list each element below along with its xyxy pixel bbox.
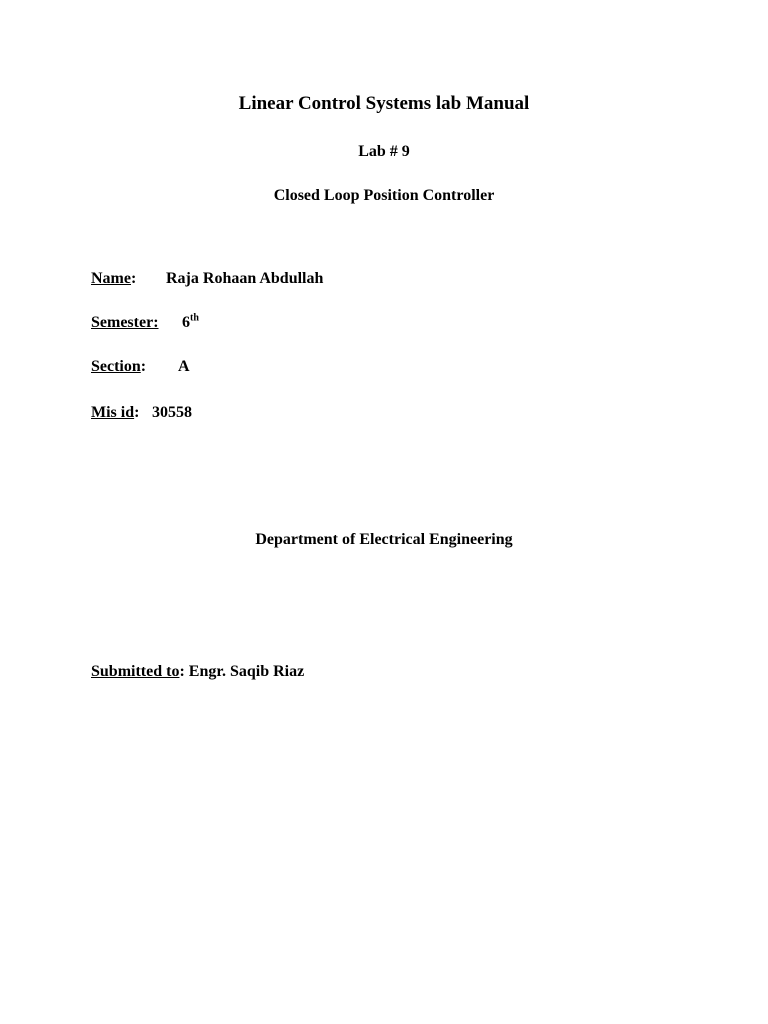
mis-id-value: 30558 (152, 404, 192, 421)
section-value: A (178, 358, 190, 375)
name-value: Raja Rohaan Abdullah (166, 270, 324, 287)
department-name: Department of Electrical Engineering (255, 531, 513, 548)
document-title: Linear Control Systems lab Manual (238, 93, 530, 114)
semester-value: 6 (182, 314, 190, 331)
section-label: Section (91, 358, 141, 375)
semester-row (91, 312, 199, 332)
section-row (91, 358, 190, 376)
semester-value-wrap (182, 314, 199, 332)
submitted-to-colon: : (179, 663, 189, 680)
submitted-to-row (91, 663, 304, 681)
name-label: Name (91, 270, 131, 287)
submitted-to-value: Engr. Saqib Riaz (188, 663, 305, 680)
mis-id-row (91, 404, 192, 422)
submitted-to-label: Submitted to (91, 663, 180, 680)
lab-number: Lab # 9 (358, 143, 410, 160)
semester-label: Semester: (91, 314, 159, 331)
section-colon: : (140, 358, 147, 375)
name-colon: : (130, 270, 137, 287)
semester-suffix: th (190, 312, 199, 324)
mis-id-label: Mis id (91, 404, 135, 421)
lab-subtitle: Closed Loop Position Controller (273, 187, 495, 204)
name-row (91, 270, 324, 288)
mis-id-colon: : (134, 404, 140, 421)
